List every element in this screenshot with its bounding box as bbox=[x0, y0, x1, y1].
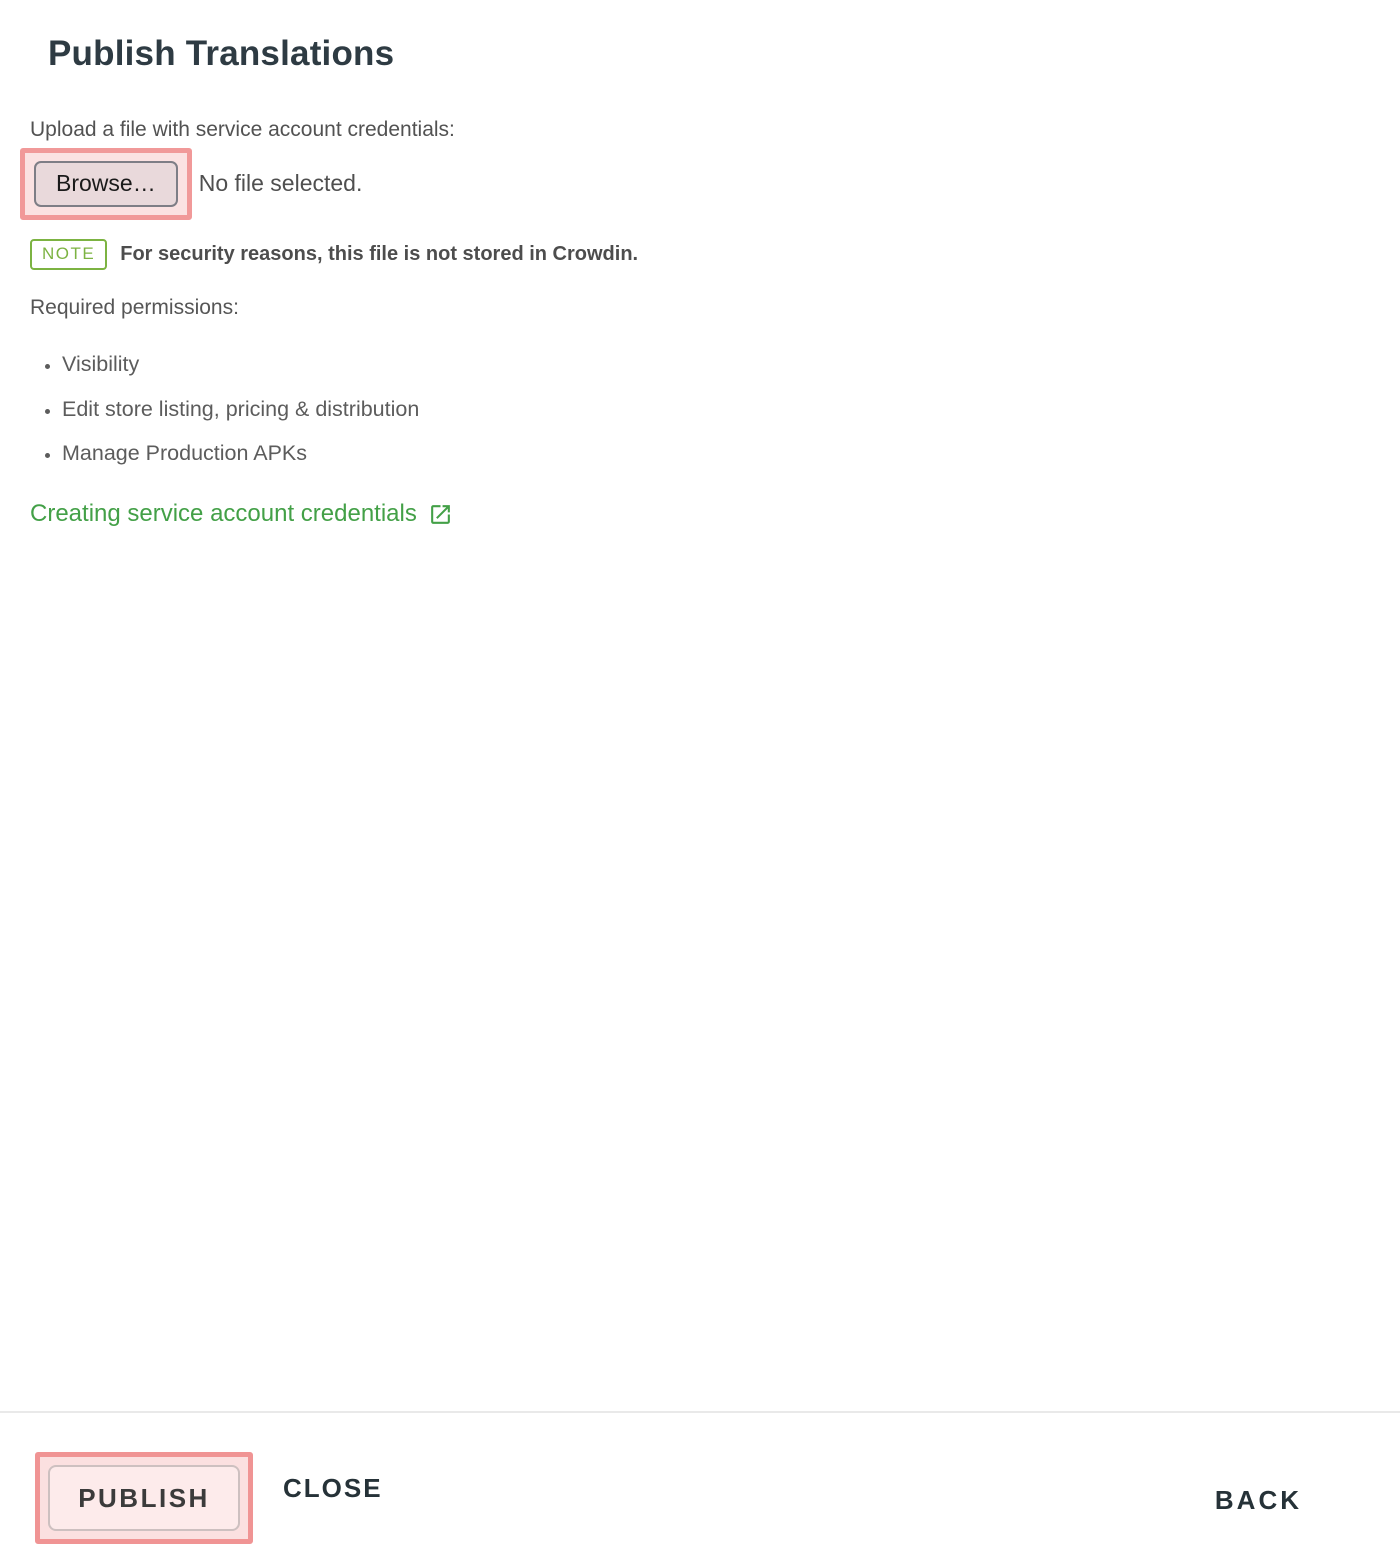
back-button[interactable]: BACK bbox=[1214, 1485, 1302, 1515]
list-item-manage-production-apks: • Manage Production APKs bbox=[62, 441, 419, 466]
publish-button-highlight bbox=[35, 1452, 253, 1544]
creating-credentials-link[interactable] bbox=[30, 500, 453, 528]
close-button[interactable]: CLOSE bbox=[283, 1473, 383, 1503]
page-title: Publish Translations bbox=[48, 34, 395, 73]
note-text: For security reasons, this file is not stored in Crowdin. bbox=[120, 243, 639, 266]
security-note bbox=[30, 239, 638, 270]
list-item-visibility: • Visibility bbox=[62, 352, 419, 377]
upload-instruction-label: Upload a file with service account credentials: bbox=[30, 118, 455, 141]
list-item-edit-store-listing: • Edit store listing, pricing & distribution bbox=[62, 397, 419, 422]
permissions-list bbox=[30, 352, 419, 486]
note-badge: NOTE bbox=[30, 239, 107, 270]
file-selected-status: No file selected. bbox=[198, 170, 363, 197]
creating-credentials-link-label: Creating service account credentials bbox=[30, 500, 417, 527]
footer-action-bar bbox=[0, 1413, 1400, 1563]
external-link-icon bbox=[428, 502, 453, 527]
file-input-row bbox=[20, 148, 362, 220]
publish-button[interactable]: PUBLISH bbox=[48, 1465, 240, 1531]
required-permissions-label: Required permissions: bbox=[30, 296, 239, 319]
browse-button[interactable]: Browse… bbox=[34, 161, 178, 207]
browse-button-highlight bbox=[20, 148, 192, 220]
